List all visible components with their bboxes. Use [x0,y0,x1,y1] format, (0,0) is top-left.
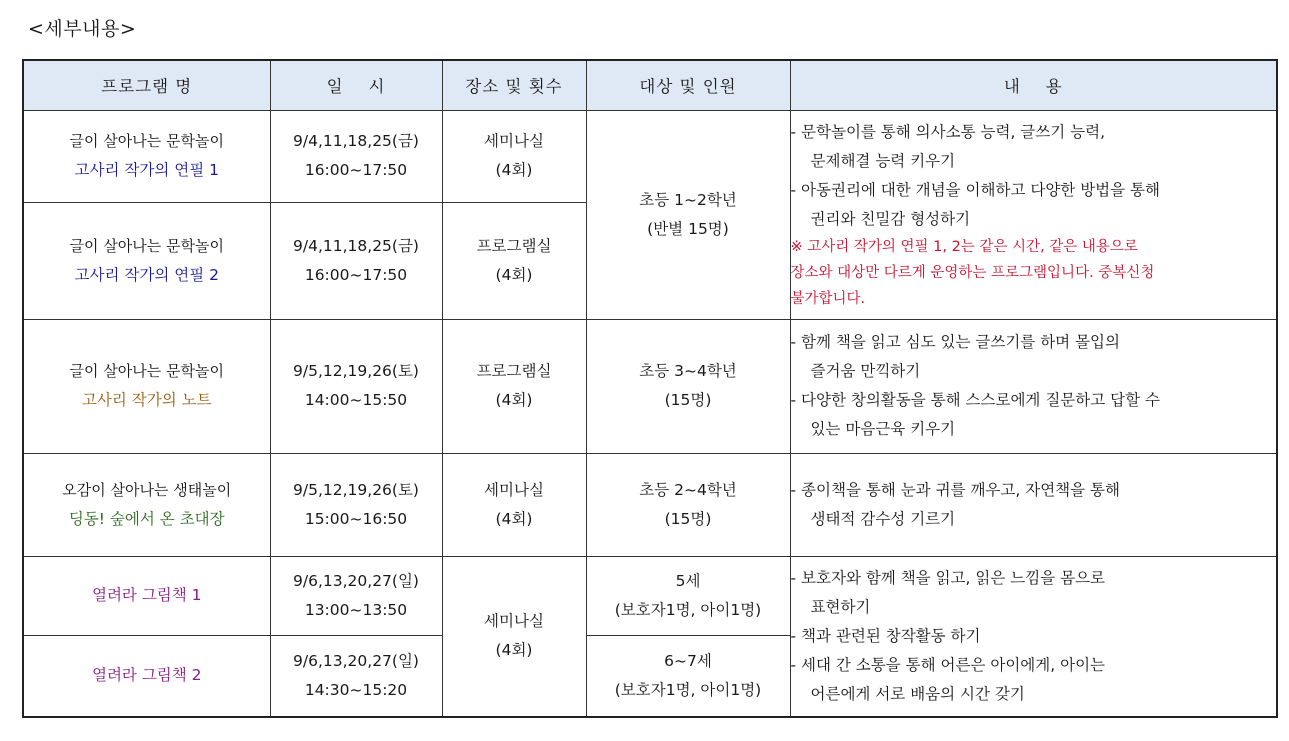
program-name-cell [23,110,270,202]
place-cell [442,202,586,319]
target-cell [586,453,790,556]
table-row [23,110,1277,202]
datetime-cell [270,202,442,319]
header-target: 대상 및 인원 [586,60,790,110]
program-title: 딩동! 숲에서 온 초대장 [68,509,225,528]
program-place: 세미나실 [484,480,544,499]
program-name-cell [23,319,270,453]
header-datetime: 일 시 [270,60,442,110]
content-item [791,622,1277,651]
program-dates: 9/6,13,20,27(일) [293,651,419,670]
target-grade: 초등 2~4학년 [639,480,737,499]
content-line: 어른에게 서로 배움의 시간 갖기 [810,684,1025,703]
content-item [791,328,1277,386]
content-cell [790,110,1277,319]
target-age: 5세 [675,571,701,590]
program-title: 고사리 작가의 연필 2 [74,265,219,284]
place-cell [442,110,586,202]
target-capacity: (15명) [664,391,712,409]
content-item [791,651,1277,709]
content-line: 표현하기 [810,597,871,616]
content-line: - 종이책을 통해 눈과 귀를 깨우고, 자연책을 통해 [790,480,1120,499]
content-cell [790,556,1277,717]
target-capacity: (반별 15명) [647,219,729,238]
program-dates: 9/4,11,18,25(금) [293,236,419,255]
program-dates: 9/5,12,19,26(토) [293,362,419,380]
place-cell [442,319,586,453]
content-line: - 세대 간 소통을 통해 어른은 아이에게, 아이는 [790,655,1106,674]
content-line: 있는 마음근육 키우기 [810,420,956,438]
program-title: 고사리 작가의 노트 [81,391,212,409]
content-line: - 아동권리에 대한 개념을 이해하고 다양한 방법을 통해 [790,180,1160,199]
datetime-cell [270,110,442,202]
program-dates: 9/5,12,19,26(토) [293,480,419,499]
notice-line: 장소와 대상만 다르게 운영하는 프로그램입니다. 중복신청 [790,264,1155,281]
program-count: (4회) [495,509,533,528]
content-line: - 문학놀이를 통해 의사소통 능력, 글쓰기 능력, [790,122,1106,141]
target-age: 6~7세 [664,651,712,670]
content-line: - 보호자와 함께 책을 읽고, 읽은 느낌을 몸으로 [790,568,1106,587]
program-time: 14:30~15:20 [304,680,408,699]
program-time: 15:00~16:50 [304,509,408,528]
content-line: - 함께 책을 읽고 심도 있는 글쓰기를 하며 몰입의 [790,333,1120,351]
program-dates: 9/4,11,18,25(금) [293,132,419,150]
target-cell [586,556,790,635]
duplicate-application-notice [791,234,1277,312]
program-dates: 9/6,13,20,27(일) [293,571,419,590]
program-category: 글이 살아나는 문학놀이 [69,132,224,150]
program-title: 열려라 그림책 1 [91,586,202,604]
datetime-cell [270,556,442,635]
program-title: 고사리 작가의 연필 1 [74,161,219,179]
program-count: (4회) [495,641,533,660]
program-name-cell [23,202,270,319]
content-line: 권리와 친밀감 형성하기 [810,209,971,228]
target-cell [586,319,790,453]
table-row [23,319,1277,453]
program-time: 13:00~13:50 [304,600,408,619]
program-schedule-table [22,59,1278,718]
table-row [23,453,1277,556]
target-cell [586,635,790,717]
content-item [791,564,1277,622]
table-header-row [23,60,1277,110]
table-row [23,556,1277,635]
program-time: 16:00~17:50 [304,161,408,179]
program-name-cell [23,453,270,556]
target-capacity: (보호자1명, 아이1명) [614,600,762,619]
datetime-cell [270,319,442,453]
notice-line: 불가합니다. [790,290,866,307]
content-cell [790,453,1277,556]
content-item [791,476,1277,534]
program-category: 글이 살아나는 문학놀이 [69,362,224,380]
program-count: (4회) [495,391,533,409]
content-item [791,118,1277,176]
program-name-cell [23,635,270,717]
target-cell [586,110,790,319]
target-capacity: (보호자1명, 아이1명) [614,680,762,699]
notice-line: ※ 고사리 작가의 연필 1, 2는 같은 시간, 같은 내용으로 [790,238,1138,255]
page-heading: <세부내용> [28,18,137,40]
program-count: (4회) [495,161,533,179]
content-line: - 다양한 창의활동을 통해 스스로에게 질문하고 답할 수 [790,391,1160,409]
content-line: 문제해결 능력 키우기 [810,151,956,170]
program-place: 프로그램실 [476,236,552,255]
program-place: 세미나실 [484,612,544,631]
target-capacity: (15명) [664,509,712,528]
program-category: 오감이 살아나는 생태놀이 [62,480,232,499]
header-program-name: 프로그램 명 [23,60,270,110]
header-content: 내 용 [790,60,1277,110]
program-title: 열려라 그림책 2 [91,666,202,685]
program-place: 프로그램실 [476,362,552,380]
content-line: - 책과 관련된 창작활동 하기 [790,626,981,645]
program-name-cell [23,556,270,635]
content-item [791,176,1277,234]
content-line: 즐거움 만끽하기 [810,362,921,380]
place-cell [442,556,586,717]
program-count: (4회) [495,265,533,284]
place-cell [442,453,586,556]
program-time: 14:00~15:50 [304,391,408,409]
target-grade: 초등 1~2학년 [639,190,737,209]
content-item [791,386,1277,444]
program-time: 16:00~17:50 [304,265,408,284]
content-line: 생태적 감수성 기르기 [810,509,956,528]
program-category: 글이 살아나는 문학놀이 [69,236,224,255]
content-cell [790,319,1277,453]
datetime-cell [270,453,442,556]
datetime-cell [270,635,442,717]
target-grade: 초등 3~4학년 [639,362,737,380]
header-place-count: 장소 및 횟수 [442,60,586,110]
program-place: 세미나실 [484,132,544,150]
